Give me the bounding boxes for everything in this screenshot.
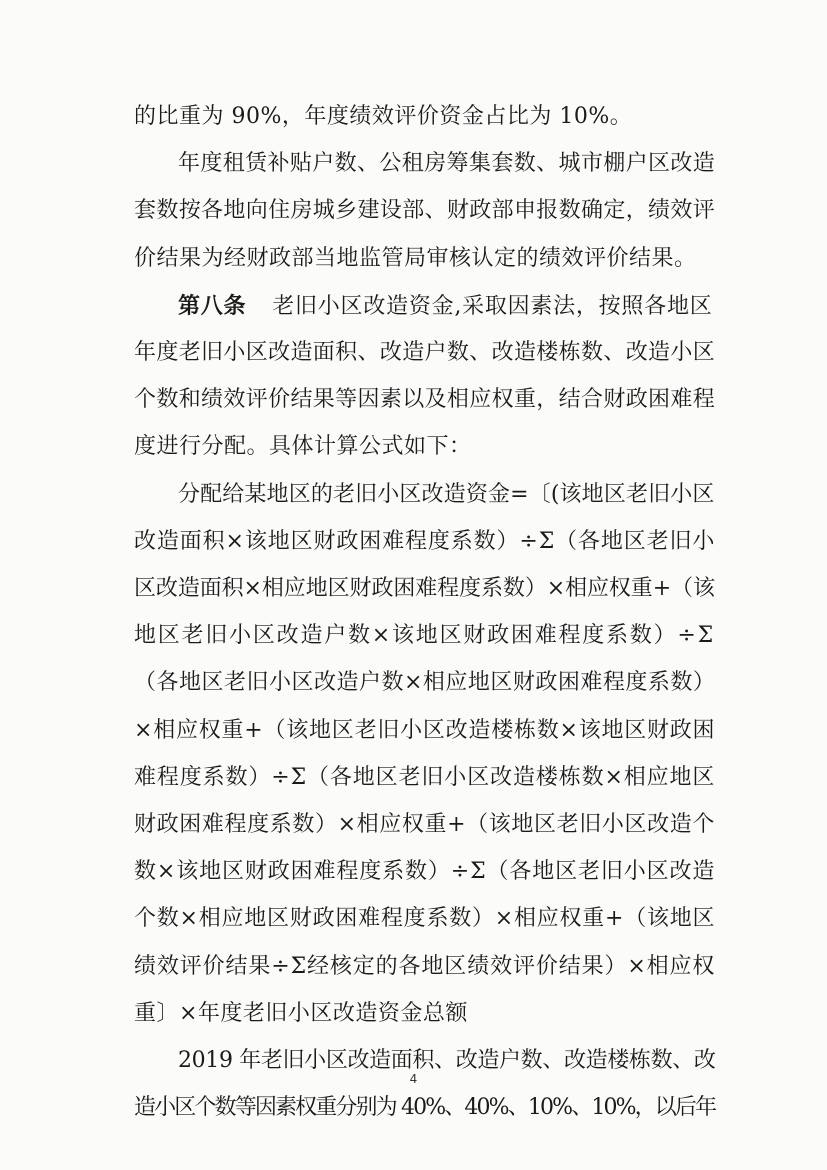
text-line-6: 年度老旧小区改造面积、改造户数、改造楼栋数、改造小区 [134, 340, 716, 365]
text-line-7: 个数和绩效评价结果等因素以及相应权重，结合财政困难程 [134, 387, 716, 413]
text-line-4: 价结果为经财政部当地监管局审核认定的绩效评价结果。 [134, 245, 697, 271]
text-line-10: 改造面积×该地区财政困难程度系数）÷Σ（各地区老旧小 [134, 528, 716, 554]
page-number: 4 [409, 1072, 418, 1086]
article-paragraph-start [178, 291, 712, 322]
article-heading: 第八条 [178, 292, 247, 319]
text-line-16: 财政困难程度系数）×相应权重+（该地区老旧小区改造个 [134, 812, 715, 837]
text-line-11: 区改造面积×相应地区财政困难程度系数）×相应权重+（该 [134, 576, 715, 601]
text-line-21: 2019 年老旧小区改造面积、改造户数、改造楼栋数、改 [178, 1048, 716, 1073]
text-line-18: 个数×相应地区财政困难程度系数）×相应权重+（该地区 [134, 906, 716, 932]
text-line-8: 度进行分配。具体计算公式如下： [134, 434, 472, 460]
text-line-5: 老旧小区改造资金,采取因素法，按照各地区 [272, 293, 713, 319]
text-line-9: 分配给某地区的老旧小区改造资金=〔(该地区老旧小区 [178, 481, 715, 507]
text-line-1: 的比重为 90%，年度绩效评价资金占比为 10%。 [134, 104, 633, 129]
text-line-22: 造小区个数等因素权重分别为 40%、40%、10%、10%，以后年 [134, 1095, 716, 1121]
text-line-17: 数×该地区财政困难程度系数）÷Σ（各地区老旧小区改造 [134, 859, 716, 885]
text-line-3: 套数按各地向住房城乡建设部、财政部申报数确定，绩效评 [134, 198, 716, 224]
text-line-14: ×相应权重+（该地区老旧小区改造楼栋数×该地区财政困 [134, 717, 716, 743]
text-line-15: 难程度系数）÷Σ（各地区老旧小区改造楼栋数×相应地区 [134, 764, 716, 790]
text-line-13: （各地区老旧小区改造户数×相应地区财政困难程度系数） [134, 670, 716, 696]
text-line-20: 重〕×年度老旧小区改造资金总额 [134, 1000, 468, 1026]
text-line-12: 地区老旧小区改造户数×该地区财政困难程度系数）÷Σ [134, 623, 715, 649]
text-line-19: 绩效评价结果÷Σ经核定的各地区绩效评价结果）×相应权 [134, 953, 716, 979]
text-line-2: 年度租赁补贴户数、公租房筹集套数、城市棚户区改造 [178, 151, 716, 177]
